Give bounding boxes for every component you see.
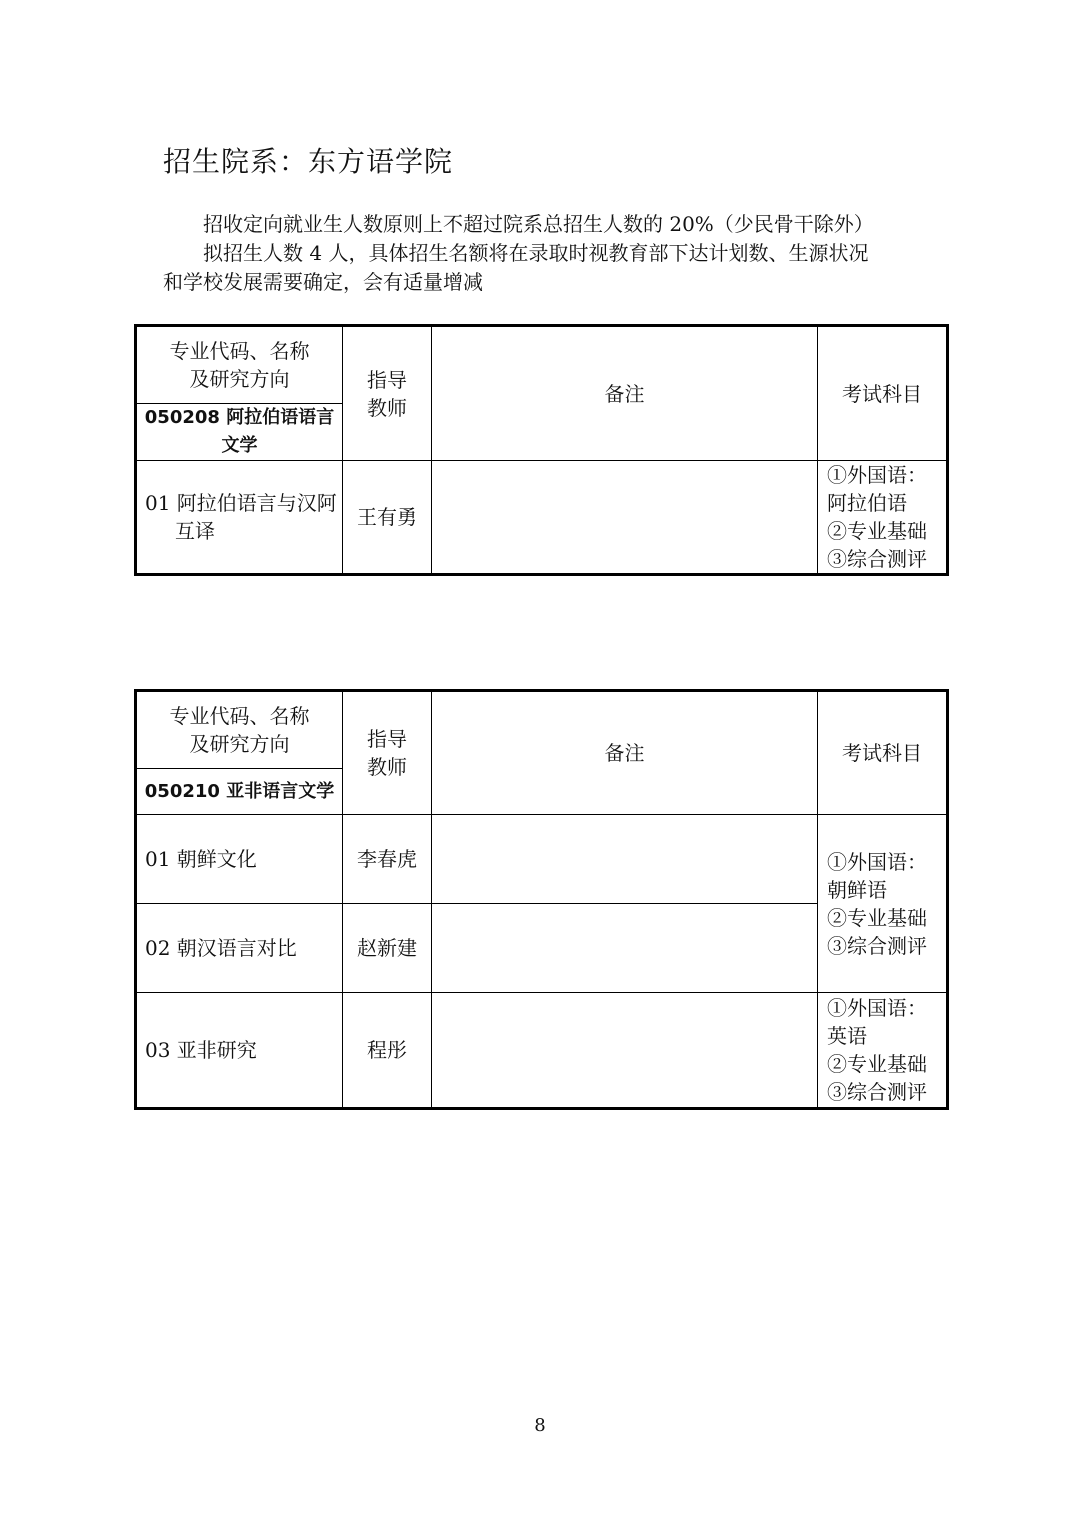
subject-line: ①外国语： (827, 463, 927, 487)
remarks-cell (432, 904, 818, 993)
research-direction (136, 461, 343, 575)
major-header-line1: 专业代码、名称 (169, 704, 310, 728)
intro-paragraph-1: 招收定向就业生人数原则上不超过院系总招生人数的 20%（少民骨干除外） (203, 212, 874, 236)
subject-line: ③综合测评 (827, 547, 927, 571)
major-name-line1: 050208 阿拉伯语语言 (144, 407, 335, 428)
advisor-header-line1: 指导 (367, 727, 407, 751)
subject-line: 朝鲜语 (827, 877, 887, 902)
program-table-arabic (134, 324, 949, 576)
advisor-header-line1: 指导 (367, 367, 407, 392)
direction-line1: 01 阿拉伯语言与汉阿 (145, 491, 337, 515)
research-direction: 02 朝汉语言对比 (136, 904, 343, 993)
remarks-column-header: 备注 (432, 326, 818, 461)
remarks-cell (432, 993, 818, 1109)
advisor-name: 程彤 (343, 993, 432, 1109)
remarks-column-header: 备注 (432, 691, 818, 815)
major-name-line2: 文学 (221, 435, 258, 456)
exam-subjects (818, 993, 948, 1109)
exam-subjects (818, 815, 948, 993)
major-column-header (136, 326, 343, 404)
major-column-header (136, 691, 343, 769)
intro-paragraph-2 (163, 239, 923, 297)
advisor-header-line2: 教师 (367, 395, 407, 420)
advisor-name: 王有勇 (343, 461, 432, 575)
intro-line-2: 拟招生人数 4 人，具体招生名额将在录取时视教育部下达计划数、生源状况 (203, 241, 869, 265)
subject-line: ②专业基础 (827, 905, 927, 930)
subject-line: 英语 (827, 1024, 867, 1048)
major-code-name: 050210 亚非语言文学 (136, 769, 343, 815)
subject-line: 阿拉伯语 (827, 491, 907, 515)
subjects-column-header: 考试科目 (818, 326, 948, 461)
advisor-name: 李春虎 (343, 815, 432, 904)
research-direction: 03 亚非研究 (136, 993, 343, 1109)
research-direction: 01 朝鲜文化 (136, 815, 343, 904)
subject-line: ②专业基础 (827, 519, 927, 543)
remarks-cell (432, 461, 818, 575)
program-table-asian-african (134, 689, 949, 1110)
subject-line: ③综合测评 (827, 1080, 927, 1104)
table-row (136, 815, 948, 904)
major-header-line2: 及研究方向 (189, 732, 290, 756)
major-header-line1: 专业代码、名称 (169, 339, 310, 363)
advisor-name: 赵新建 (343, 904, 432, 993)
subject-line: ①外国语： (827, 849, 927, 874)
advisor-column-header (343, 691, 432, 815)
major-code-name (136, 404, 343, 461)
page-title: 招生院系：东方语学院 (163, 145, 454, 178)
advisor-column-header (343, 326, 432, 461)
subject-line: ①外国语： (827, 996, 927, 1020)
subjects-column-header: 考试科目 (818, 691, 948, 815)
subject-line: ②专业基础 (827, 1052, 927, 1076)
major-header-line2: 及研究方向 (189, 367, 290, 391)
exam-subjects (818, 461, 948, 575)
page-number: 8 (534, 1415, 546, 1436)
subject-line: ③综合测评 (827, 933, 927, 958)
table-row (136, 993, 948, 1109)
direction-line2: 互译 (175, 519, 215, 543)
table-row (136, 461, 948, 575)
remarks-cell (432, 815, 818, 904)
advisor-header-line2: 教师 (367, 755, 407, 779)
intro-line-3: 和学校发展需要确定，会有适量增减 (163, 270, 483, 294)
